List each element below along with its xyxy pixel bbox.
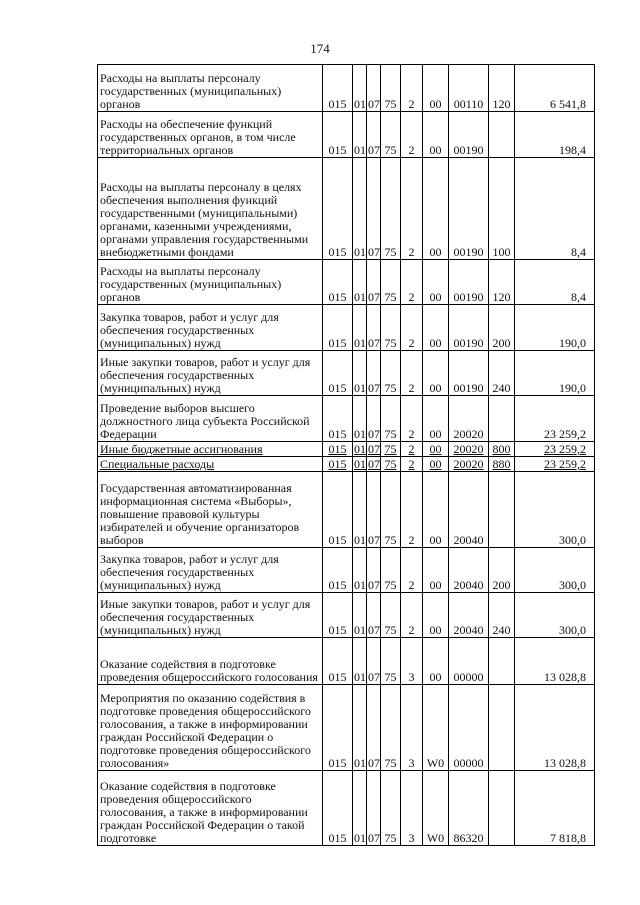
expense-type-code: 240 [489, 593, 515, 638]
subsection-code: 07 [367, 112, 381, 158]
amount: 300,0 [515, 472, 595, 548]
table-row [98, 65, 595, 112]
ministry-code: 015 [323, 548, 353, 593]
expense-type-code [489, 472, 515, 548]
expense-item-code: 00000 [449, 638, 489, 685]
subsection-code: 07 [367, 158, 381, 260]
amount: 8,4 [515, 158, 595, 260]
table-row [98, 260, 595, 305]
table-row [98, 457, 595, 472]
amount: 8,4 [515, 260, 595, 305]
program-code: 75 [381, 472, 401, 548]
ministry-code: 015 [323, 65, 353, 112]
ministry-code: 015 [323, 351, 353, 396]
expense-item-code: 00190 [449, 260, 489, 305]
row-description: Иные бюджетные ассигнования [98, 442, 323, 457]
row-description: Оказание содействия в подготовке проведения общероссийского голосования, а также в информировании граждан Российской Федерации о такой подготовке [98, 771, 323, 846]
expense-type-code [489, 396, 515, 442]
section-code: 01 [354, 457, 366, 471]
direction-code: 00 [423, 158, 449, 260]
row-description: Иные закупки товаров, работ и услуг для обеспечения государственных (муниципальных) нужд [98, 593, 323, 638]
section-code: 01 [353, 351, 367, 396]
expense-type-code: 200 [489, 548, 515, 593]
table-row [98, 442, 595, 457]
direction-code: 00 [423, 260, 449, 305]
subprogram-code: 2 [401, 548, 423, 593]
table-row [98, 158, 595, 260]
program-code: 75 [381, 260, 401, 305]
section-code: 01 [353, 305, 367, 351]
ministry-code: 015 [323, 685, 353, 771]
program-code: 75 [381, 112, 401, 158]
row-description: Оказание содействия в подготовке проведения общероссийского голосования [98, 638, 323, 685]
direction-code: 00 [423, 472, 449, 548]
subsection-code: 07 [367, 593, 381, 638]
subsection-code: 07 [367, 65, 381, 112]
program-code: 75 [381, 685, 401, 771]
section-code: 01 [353, 396, 367, 442]
amount: 7 818,8 [515, 771, 595, 846]
section-code: 01 [353, 112, 367, 158]
ministry-code: 015 [323, 472, 353, 548]
row-description: Проведение выборов высшего должностного лица субъекта Российской Федерации [98, 396, 323, 442]
expense-item-code: 20040 [449, 472, 489, 548]
expense-item-code: 00110 [449, 65, 489, 112]
row-description: Расходы на обеспечение функций государственных органов, в том числе территориальных органов [98, 112, 323, 158]
page-number: 174 [310, 41, 330, 56]
expense-type-code: 100 [489, 158, 515, 260]
section-code: 01 [353, 472, 367, 548]
subsection-code: 07 [368, 457, 380, 471]
expense-item-code: 00190 [449, 351, 489, 396]
expense-type-code: 880 [489, 457, 515, 472]
subprogram-code: 2 [401, 457, 423, 472]
direction-code: 00 [423, 351, 449, 396]
row-description: Иные закупки товаров, работ и услуг для обеспечения государственных (муниципальных) нужд [98, 351, 323, 396]
expense-item-code: 86320 [449, 771, 489, 846]
subsection-code: 07 [367, 305, 381, 351]
direction-code: 00 [423, 305, 449, 351]
ministry-code: 015 [323, 158, 353, 260]
expense-type-code [489, 771, 515, 846]
subprogram-code: 3 [401, 638, 423, 685]
table-row [98, 351, 595, 396]
program-code: 75 [381, 457, 401, 472]
table-row [98, 638, 595, 685]
amount: 300,0 [515, 593, 595, 638]
direction-code: W0 [423, 685, 449, 771]
ministry-code: 015 [323, 442, 353, 457]
table-row [98, 396, 595, 442]
subprogram-code: 2 [401, 305, 423, 351]
expense-type-code: 120 [489, 260, 515, 305]
expense-type-code [489, 685, 515, 771]
amount: 190,0 [515, 305, 595, 351]
program-code: 75 [381, 351, 401, 396]
section-code: 01 [354, 442, 366, 456]
subsection-code: 07 [367, 351, 381, 396]
section-code: 01 [353, 593, 367, 638]
section-code: 01 [353, 158, 367, 260]
direction-code: 00 [423, 457, 449, 472]
subsection-code: 07 [367, 771, 381, 846]
subprogram-code: 2 [401, 112, 423, 158]
subprogram-code: 2 [401, 260, 423, 305]
subprogram-code: 2 [401, 472, 423, 548]
table-row [98, 472, 595, 548]
subsection-code: 07 [367, 472, 381, 548]
amount: 198,4 [515, 112, 595, 158]
amount: 13 028,8 [515, 638, 595, 685]
amount: 23 259,2 [515, 442, 595, 457]
subsection-code: 07 [367, 260, 381, 305]
direction-code: 00 [423, 112, 449, 158]
direction-code: 00 [423, 593, 449, 638]
row-description: Расходы на выплаты персоналу в целях обеспечения выполнения функций государственными (муниципальными) органами, казенными учреждениями, органами управления государственными внебюджетными фондами [98, 158, 323, 260]
row-description: Государственная автоматизированная информационная система «Выборы», повышение правовой культуры избирателей и обучение организаторов выборов [98, 472, 323, 548]
subprogram-code: 2 [401, 593, 423, 638]
direction-code: 00 [423, 638, 449, 685]
table-row [98, 305, 595, 351]
expense-type-code: 800 [489, 442, 515, 457]
subprogram-code: 2 [401, 442, 423, 457]
direction-code: 00 [423, 442, 449, 457]
subsection-code: 07 [367, 638, 381, 685]
table-row [98, 685, 595, 771]
program-code: 75 [381, 396, 401, 442]
ministry-code: 015 [323, 457, 353, 472]
subprogram-code: 3 [401, 685, 423, 771]
program-code: 75 [381, 771, 401, 846]
program-code: 75 [381, 638, 401, 685]
subprogram-code: 2 [401, 65, 423, 112]
table-row [98, 112, 595, 158]
section-code: 01 [353, 548, 367, 593]
amount: 300,0 [515, 548, 595, 593]
row-description: Закупка товаров, работ и услуг для обеспечения государственных (муниципальных) нужд [98, 305, 323, 351]
ministry-code: 015 [323, 593, 353, 638]
row-description: Закупка товаров, работ и услуг для обеспечения государственных (муниципальных) нужд [98, 548, 323, 593]
subsection-code: 07 [367, 396, 381, 442]
subprogram-code: 2 [401, 158, 423, 260]
expense-item-code: 00190 [449, 305, 489, 351]
section-code: 01 [353, 638, 367, 685]
amount: 190,0 [515, 351, 595, 396]
subsection-code: 07 [368, 442, 380, 456]
table-row [98, 771, 595, 846]
ministry-code: 015 [323, 112, 353, 158]
direction-code: 00 [423, 65, 449, 112]
row-description: Расходы на выплаты персоналу государственных (муниципальных) органов [98, 65, 323, 112]
expense-item-code: 20040 [449, 548, 489, 593]
expense-item-code: 00000 [449, 685, 489, 771]
table-row [98, 548, 595, 593]
expense-type-code: 200 [489, 305, 515, 351]
expense-item-code: 00190 [449, 112, 489, 158]
expense-type-code: 120 [489, 65, 515, 112]
program-code: 75 [381, 548, 401, 593]
amount: 23 259,2 [515, 396, 595, 442]
subprogram-code: 2 [401, 351, 423, 396]
direction-code: W0 [423, 771, 449, 846]
section-code: 01 [353, 65, 367, 112]
section-code: 01 [353, 771, 367, 846]
expense-type-code [489, 112, 515, 158]
amount: 6 541,8 [515, 65, 595, 112]
program-code: 75 [381, 158, 401, 260]
expense-item-code: 20020 [449, 457, 489, 472]
expense-item-code: 20040 [449, 593, 489, 638]
program-code: 75 [381, 305, 401, 351]
subprogram-code: 3 [401, 771, 423, 846]
section-code: 01 [353, 685, 367, 771]
table-row [98, 593, 595, 638]
ministry-code: 015 [323, 305, 353, 351]
ministry-code: 015 [323, 396, 353, 442]
program-code: 75 [381, 442, 401, 457]
row-description: Специальные расходы [98, 457, 323, 472]
direction-code: 00 [423, 548, 449, 593]
expense-item-code: 20020 [449, 396, 489, 442]
program-code: 75 [381, 593, 401, 638]
program-code: 75 [381, 65, 401, 112]
subsection-code: 07 [367, 548, 381, 593]
budget-table [97, 64, 595, 846]
expense-item-code: 00190 [449, 158, 489, 260]
ministry-code: 015 [323, 638, 353, 685]
row-description: Мероприятия по оказанию содействия в подготовке проведения общероссийского голосования, а также в информировании граждан Российской Федерации о подготовке проведения общероссийского голосования» [98, 685, 323, 771]
direction-code: 00 [423, 396, 449, 442]
expense-type-code [489, 638, 515, 685]
subsection-code: 07 [367, 685, 381, 771]
section-code: 01 [353, 260, 367, 305]
row-description: Расходы на выплаты персоналу государственных (муниципальных) органов [98, 260, 323, 305]
amount: 23 259,2 [515, 457, 595, 472]
subprogram-code: 2 [401, 396, 423, 442]
ministry-code: 015 [323, 260, 353, 305]
ministry-code: 015 [323, 771, 353, 846]
expense-type-code: 240 [489, 351, 515, 396]
expense-item-code: 20020 [449, 442, 489, 457]
amount: 13 028,8 [515, 685, 595, 771]
